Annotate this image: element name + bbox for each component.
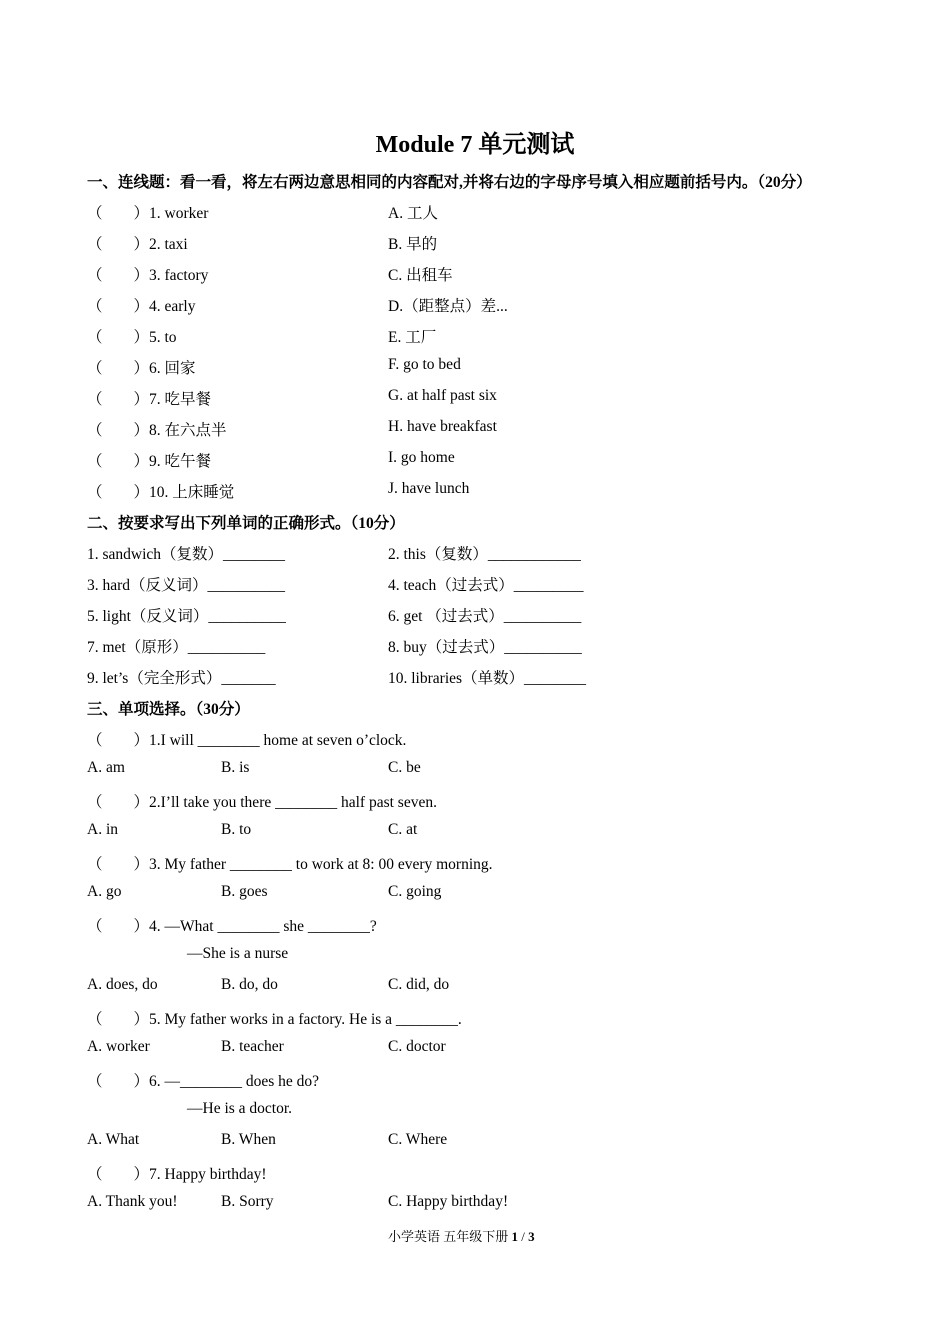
question-answer-line — [0, 945, 950, 976]
match-row — [0, 418, 950, 449]
options-row — [0, 759, 950, 790]
question-stem — [0, 914, 950, 945]
section2-heading-line — [0, 511, 950, 542]
word-form-left: 1. sandwich（复数）________ — [87, 546, 286, 563]
footer-separator: / — [518, 1229, 529, 1244]
option-c: C. be — [388, 759, 421, 776]
match-row — [0, 387, 950, 418]
options-row — [0, 883, 950, 914]
option-c: C. at — [388, 821, 418, 838]
match-right-item: I. go home — [388, 449, 455, 466]
question-text: （ ）6. —________ does he do? — [87, 1073, 320, 1090]
word-form-right: 6. get （过去式）__________ — [388, 608, 582, 625]
question-stem — [0, 1007, 950, 1038]
match-right-item: G. at half past six — [388, 387, 497, 404]
match-left-item: （ ）1. worker — [87, 205, 209, 222]
word-form-row — [0, 573, 950, 604]
option-a: A. am — [87, 759, 125, 776]
footer-page-total: 3 — [528, 1229, 535, 1244]
match-left-item: （ ）5. to — [87, 329, 177, 346]
option-a: A. does, do — [87, 976, 158, 993]
question-stem — [0, 790, 950, 821]
match-left-item: （ ）4. early — [87, 298, 196, 315]
dialogue-answer: —He is a doctor. — [187, 1100, 293, 1117]
match-left-item: （ ）6. 回家 — [87, 360, 196, 377]
option-c: C. did, do — [388, 976, 450, 993]
question-text: （ ）5. My father works in a factory. He is a ________. — [87, 1011, 462, 1028]
section1-heading-line — [0, 170, 950, 201]
options-row — [0, 1131, 950, 1162]
word-form-row — [0, 542, 950, 573]
word-form-left: 7. met（原形）__________ — [87, 639, 266, 656]
question-stem — [0, 1069, 950, 1100]
match-right-item: J. have lunch — [388, 480, 470, 497]
dialogue-answer: —She is a nurse — [187, 945, 289, 962]
options-row — [0, 1038, 950, 1069]
option-c: C. going — [388, 883, 442, 900]
option-a: A. Thank you! — [87, 1193, 178, 1210]
option-a: A. worker — [87, 1038, 150, 1055]
footer-page-current: 1 — [511, 1229, 519, 1244]
question-stem — [0, 1162, 950, 1193]
word-form-right: 10. libraries（单数）________ — [388, 670, 587, 687]
option-a: A. go — [87, 883, 122, 900]
question-stem — [0, 728, 950, 759]
option-b: B. When — [221, 1131, 276, 1148]
option-c: C. Happy birthday! — [388, 1193, 509, 1210]
options-row — [0, 976, 950, 1007]
match-right-item: A. 工人 — [388, 205, 438, 222]
match-row — [0, 263, 950, 294]
word-form-row — [0, 635, 950, 666]
match-row — [0, 232, 950, 263]
match-left-item: （ ）9. 吃午餐 — [87, 453, 212, 470]
option-c: C. doctor — [388, 1038, 446, 1055]
option-a: A. What — [87, 1131, 140, 1148]
match-left-item: （ ）7. 吃早餐 — [87, 391, 212, 408]
page-title: Module 7 单元测试 — [375, 132, 575, 158]
match-row — [0, 356, 950, 387]
option-b: B. Sorry — [221, 1193, 274, 1210]
question-text: （ ）7. Happy birthday! — [87, 1166, 267, 1183]
word-form-right: 8. buy（过去式）__________ — [388, 639, 582, 656]
match-row — [0, 449, 950, 480]
option-b: B. do, do — [221, 976, 278, 993]
match-right-item: H. have breakfast — [388, 418, 497, 435]
match-left-item: （ ）2. taxi — [87, 236, 188, 253]
section1-heading: 一、连线题：看一看，将左右两边意思相同的内容配对,并将右边的字母序号填入相应题前括号内。（20分） — [87, 174, 812, 191]
page-footer — [388, 1226, 535, 1245]
match-right-item: B. 早的 — [388, 236, 438, 253]
match-row — [0, 201, 950, 232]
question-text: （ ）3. My father ________ to work at 8: 00 every morning. — [87, 856, 493, 873]
match-row — [0, 480, 950, 511]
word-form-right: 2. this（复数）____________ — [388, 546, 581, 563]
question-text: （ ）1.I will ________ home at seven o’clock. — [87, 732, 407, 749]
word-form-row — [0, 666, 950, 697]
match-left-item: （ ）3. factory — [87, 267, 209, 284]
match-right-item: D.（距整点）差... — [388, 298, 508, 315]
word-form-right: 4. teach（过去式）_________ — [388, 577, 584, 594]
question-answer-line — [0, 1100, 950, 1131]
option-b: B. is — [221, 759, 250, 776]
word-form-row — [0, 604, 950, 635]
question-stem — [0, 852, 950, 883]
section3-heading-line — [0, 697, 950, 728]
match-right-item: F. go to bed — [388, 356, 461, 373]
options-row — [0, 1193, 950, 1224]
section3-heading: 三、单项选择。（30分） — [87, 701, 250, 718]
option-b: B. to — [221, 821, 252, 838]
section2-heading: 二、按要求写出下列单词的正确形式。（10分） — [87, 515, 405, 532]
match-left-item: （ ）10. 上床睡觉 — [87, 484, 235, 501]
question-text: （ ）2.I’ll take you there ________ half past seven. — [87, 794, 437, 811]
word-form-left: 9. let’s（完全形式）_______ — [87, 670, 276, 687]
option-b: B. goes — [221, 883, 268, 900]
option-a: A. in — [87, 821, 118, 838]
option-b: B. teacher — [221, 1038, 284, 1055]
word-form-left: 3. hard（反义词）__________ — [87, 577, 286, 594]
match-row — [0, 294, 950, 325]
option-c: C. Where — [388, 1131, 448, 1148]
options-row — [0, 821, 950, 852]
match-right-item: C. 出租车 — [388, 267, 453, 284]
footer-text: 小学英语 五年级下册 — [388, 1229, 512, 1244]
word-form-left: 5. light（反义词）__________ — [87, 608, 286, 625]
question-text: （ ）4. —What ________ she ________? — [87, 918, 377, 935]
match-row — [0, 325, 950, 356]
match-right-item: E. 工厂 — [388, 329, 437, 346]
match-left-item: （ ）8. 在六点半 — [87, 422, 227, 439]
